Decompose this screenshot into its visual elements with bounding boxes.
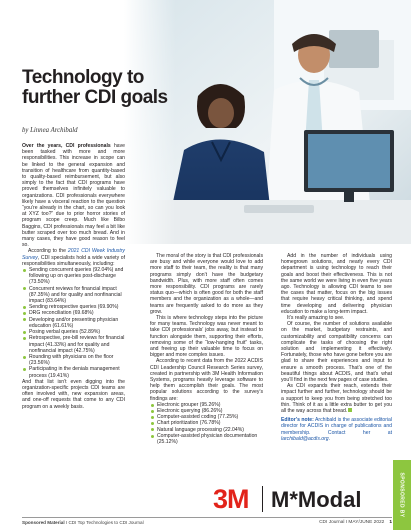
paragraph: Over the years, CDI professionals have been tasked with more and more responsibilities. This increase in scope can be linked to the general expansion and transition of healthcare from quantity-based to quality-based reimbursement, but also simply to the fact that CDI programs have proved themselves infinitely valuable to organizations. CDI professionals everywhere likely have a visceral reaction to the question “you’re already in the chart, so can you look at XYZ too?” due to prior horror stories of program scope creep. Much like Bilbo Baggins, CDI professionals may feel a bit like butter scraped over too much bread. And in many cases, they have good reason to feel so. — [22, 143, 125, 249]
lead-in: Over the years, CDI professionals — [22, 143, 111, 149]
sponsored-tab-label: SPONSORED BY — [399, 472, 405, 518]
end-mark-icon — [348, 408, 352, 412]
article-byline: by Linnea Archibald — [22, 127, 78, 134]
paragraph: It’s really amazing to see. — [287, 315, 345, 322]
article-column-3 — [281, 253, 392, 442]
list-item: Developing and/or presenting physician education (61.61%) — [22, 317, 125, 329]
list-item: Sending concurrent queries (92.04%) and following up on queries post-discharge (73.50%) — [22, 267, 125, 286]
paragraph: Of course, the number of solutions available on the market, budgetary restraints, and customizability and compatibility concerns can complicate the tasks of choosing the right solution and implementing it effectively. Fortunately, those who have gone before you are glad to share their experiences and input to ensure a smooth process. That’s one of the beautiful things about ACDIS, and that’s what you’ll find in the next few pages of case studies. — [281, 321, 392, 384]
list-item: Electronic grouper (95.26%) — [150, 402, 263, 408]
paragraph: The moral of the story is that CDI professionals are busy and while everyone would love to add more staff to their team, the reality is that many programs simply don’t have the budgetary bandwidth. Plus, with more staff often comes more responsibility. CDI programs are rarely status quo—which is often good for both the staff members and the organization as a whole—and teams are frequently asked to do more as they grow. — [150, 253, 263, 315]
list-item: Concurrent reviews for financial impact (87.35%) and for quality and nonfinancial impact (83.64%) — [22, 286, 125, 305]
list-item: Rounding with physicians on the floor (23.56%) — [22, 354, 125, 366]
editors-note: Editor’s note: Archibald is the associate editorial director for ACDIS in charge of publications and membership. Contact her at larchibald@acdis.org. — [281, 417, 393, 442]
solutions-list — [150, 402, 263, 445]
paragraph: As CDI expands their reach, extends their impact further and further, technology should be a support to keep you from being stretched too thin. Think of it as a little extra butter to get you all the way across that bread. — [281, 383, 392, 415]
paragraph: Add in the number of individuals using homegrown solutions, and nearly every CDI department is using technology to reach their goals and boost their effectiveness. This is not the same world we were living in even five years ago. Technology is allowing CDI teams to see the cases that matter, focus on the big issues that require heavy critical thinking, and spend time developing and delivering physician education to make a long-term impact. — [281, 253, 392, 315]
survey-link[interactable]: 2021 CDI Week Industry Survey — [22, 248, 125, 261]
list-item: Chart prioritization (76.78%) — [150, 420, 263, 426]
article-column-1 — [22, 143, 125, 410]
list-item: Retrospective, pre-bill reviews for financial impact (41.33%) and for quality and nonfinancial impact (42.75%) — [22, 335, 125, 354]
list-item: DRG reconciliation (69.68%) — [22, 310, 125, 316]
list-item: Electronic querying (86.26%) — [150, 408, 263, 414]
footer-rule — [22, 517, 392, 518]
list-item: Participating in the denials management process (19.41%) — [22, 366, 125, 378]
article-title: Technology to further CDI goals — [22, 67, 168, 108]
article-photo — [124, 0, 411, 244]
logo-divider — [262, 486, 263, 512]
paragraph: This is where technology steps into the picture for many teams. Technology was never meant to take CDI professionals’ jobs away, but instead to function alongside them, supporting their efforts, removing some of the “low-hanging fruit” tasks, and freeing up their valuable time to focus on bigger and more complex issues. — [150, 315, 263, 359]
3m-logo: 3M — [213, 484, 249, 514]
paragraph: According to recent data from the 2022 ACDIS CDI Leadership Council Research Series survey, created in partnership with 3M Health Information Systems, programs heavily leverage software to help them accomplish their goals. The most popular solutions according to the survey’s findings are: — [150, 358, 263, 402]
responsibilities-list — [22, 267, 125, 379]
page-number: 1 — [389, 520, 392, 525]
paragraph: According to the 2021 CDI Week Industry Survey, CDI specialists hold a wide variety of responsibilities simultaneously, including: — [22, 248, 125, 267]
editor-email-link[interactable]: larchibald@acdis.org — [281, 435, 329, 442]
footer-right: CDI Journal I MAY/JUNE 2022 1 — [319, 520, 392, 525]
mmodal-logo: M*Modal — [271, 487, 362, 512]
article-column-2 — [150, 253, 263, 445]
footer-left: Sponsored Material I CDI Top Technologies to CDI Journal — [22, 520, 144, 525]
list-item: Posing verbal queries (52.89%) — [22, 329, 125, 335]
list-item: Natural language processing (22.04%) — [150, 427, 263, 433]
paragraph: And that list isn’t even digging into the organization-specific projects CDI teams are often involved with, new expansion areas, and one-off requests that come to any CDI program on a weekly basis. — [22, 378, 125, 410]
list-item: Sending retrospective queries (69.90%) — [22, 304, 125, 310]
list-item: Computer-assisted coding (77.25%) — [150, 414, 263, 420]
list-item: Computer-assisted physician documentation (25.12%) — [150, 433, 263, 445]
